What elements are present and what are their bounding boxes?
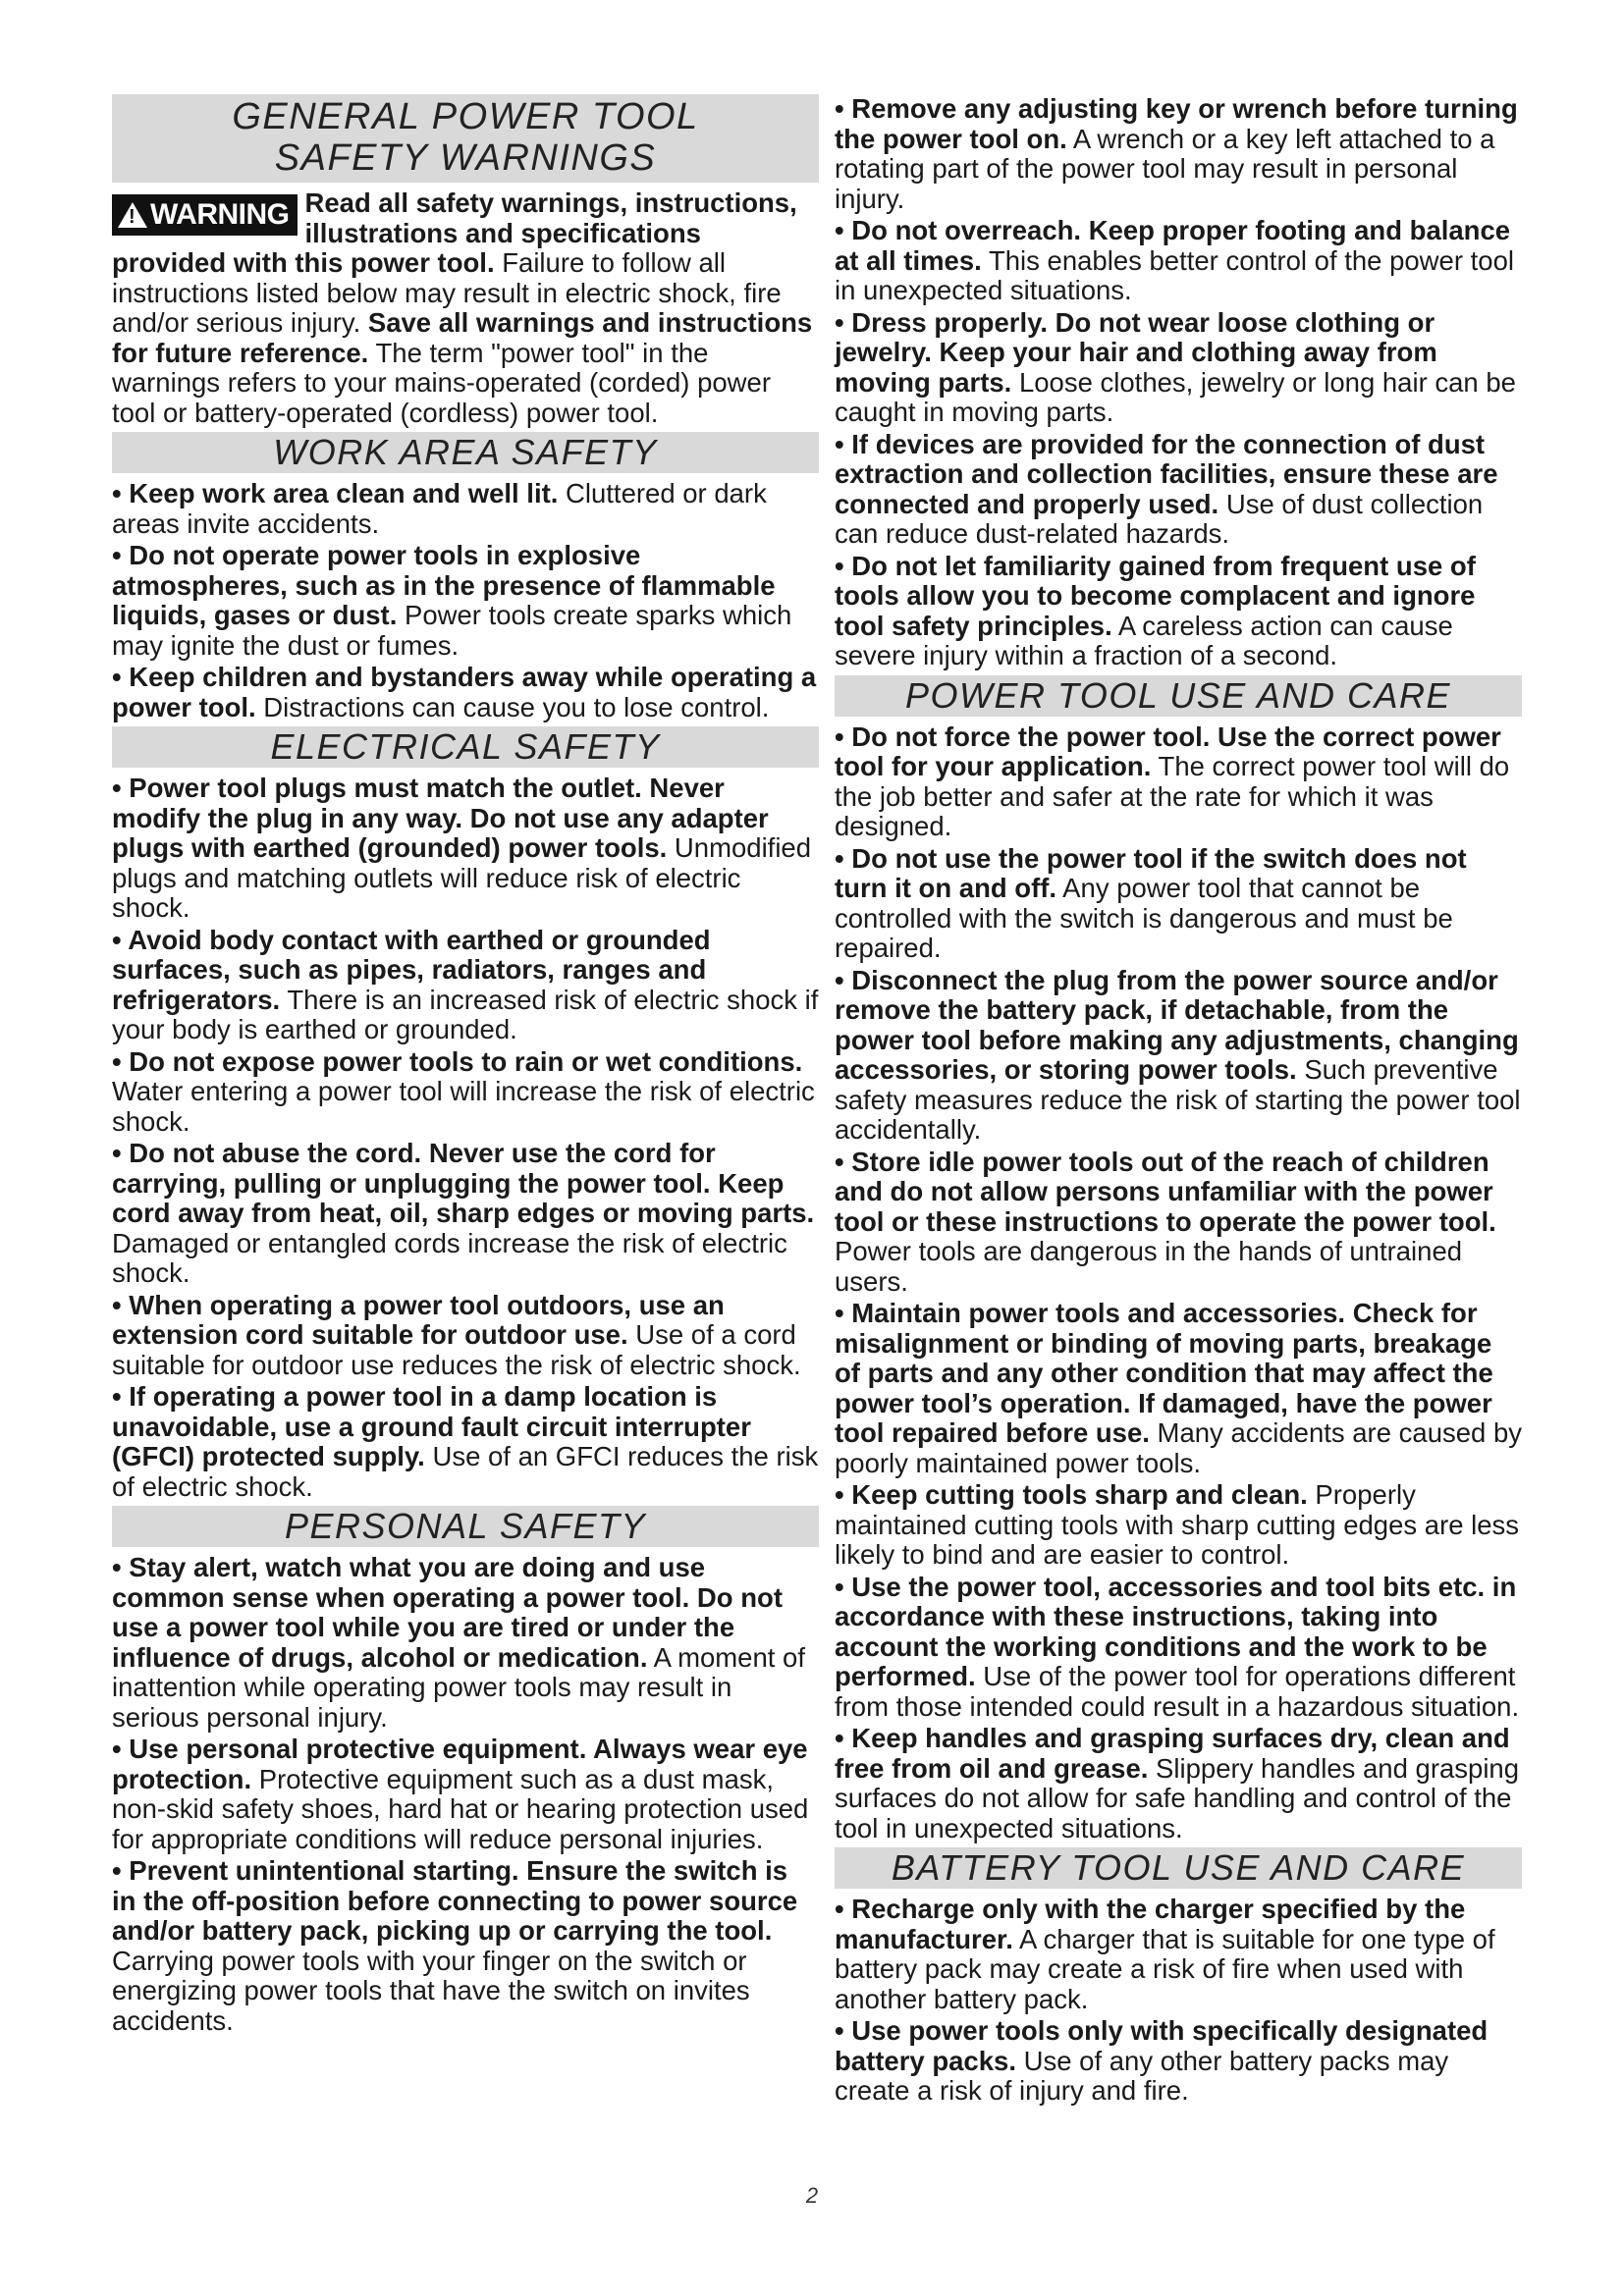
item-text: There is an increased risk of electric shock if your body is earthed or grounded. [112,984,819,1044]
item-text: The correct power tool will do the job better and safer at the rate for which it was designed. [835,751,1510,841]
list-item [835,2016,1522,2107]
list-item [112,1382,819,1502]
item-text: A wrench or a key left attached to a rotating part of the power tool may result in personal injury. [835,123,1495,214]
electrical-list [112,774,819,1502]
intro-bold: Read all safety warnings, instructions, illustrations and specifications provided with this power tool. [112,187,797,278]
item-text: Water entering a power tool will increase the risk of electric shock. [112,1076,815,1137]
item-bold: • Do not expose power tools to rain or wet conditions. [112,1045,803,1077]
item-bold: • Remove any adjusting key or wrench before turning the power tool on. [835,93,1518,154]
item-bold: • When operating a power tool outdoors, use an extension cord suitable for outdoor use. [112,1289,725,1350]
list-item [112,926,819,1045]
list-item [835,1573,1522,1723]
work-area-list [112,479,819,722]
item-text: Use of dust collection can reduce dust-related hazards. [835,488,1484,549]
general-heading-line1: GENERAL POWER TOOL [232,96,699,137]
item-bold: • Do not abuse the cord. Never use the cord for carrying, pulling or unplugging the power tool. Keep cord away from heat, oil, sharp edges or moving parts. [112,1138,815,1228]
list-item [835,1299,1522,1478]
battery-tool-use-care-heading: BATTERY TOOL USE AND CARE [835,1847,1522,1889]
list-item [112,1047,819,1138]
item-bold: • Keep cutting tools sharp and clean. [835,1479,1308,1510]
item-text: Use of the power tool for operations different from those intended could result in a hazardous situation. [835,1661,1520,1722]
item-bold: • Keep children and bystanders away while operating a power tool. [112,662,817,722]
warning-intro [112,188,819,428]
item-text: Many accidents are caused by poorly maintained power tools. [835,1417,1523,1478]
item-bold: • Prevent unintentional starting. Ensure the switch is in the off-position before connecting to power source and/or battery pack, picking up or carrying the tool. [112,1855,798,1946]
item-bold: • Disconnect the plug from the power source and/or remove the battery pack, if detachable, from the power tool before making any adjustments, changing accessories, or storing power tools. [835,964,1519,1085]
page-number: 2 [805,2183,819,2208]
list-item [835,216,1522,306]
item-bold: • Keep handles and grasping surfaces dry, clean and free from oil and grease. [835,1723,1510,1784]
electrical-safety-heading: ELECTRICAL SAFETY [112,726,819,768]
item-text: Power tools are dangerous in the hands of untrained users. [835,1236,1463,1297]
item-bold: • Do not force the power tool. Use the correct power tool for your application. [835,721,1501,781]
intro-text: Failure to follow all instructions listed below may result in electric shock, fire and/or serious injury. [112,247,782,338]
list-item [835,1895,1522,2014]
item-text: This enables better control of the power tool in unexpected situations. [835,244,1514,305]
item-text: Any power tool that cannot be controlled with the switch is dangerous and must be repaired. [835,873,1453,963]
list-item [112,479,819,539]
personal-cont-list [835,94,1522,671]
list-item [835,1148,1522,1298]
general-heading-line2: SAFETY WARNINGS [274,137,657,179]
item-bold: • Do not overreach. Keep proper footing and balance at all times. [835,215,1511,276]
list-item [835,552,1522,671]
item-bold: • Dress properly. Do not wear loose clothing or jewelry. Keep your hair and clothing away from moving parts. [835,306,1437,398]
list-item [835,722,1522,842]
item-text: Such preventive safety measures reduce the risk of starting the power tool accidentally. [835,1054,1521,1145]
item-bold: • Maintain power tools and accessories. Check for misalignment or binding of moving parts, breakage of parts and any other condition that may affect the power tool’s operation. If damaged, have the power tool repaired before use. [835,1298,1493,1448]
list-item [112,1856,819,2036]
item-text: Slippery handles and grasping surfaces do not allow for safe handling and control of the tool in unexpected situations. [835,1752,1520,1843]
item-bold: • Store idle power tools out of the reach of children and do not allow persons unfamiliar with the power tool or these instructions to operate the power tool. [835,1146,1496,1237]
list-item [112,774,819,924]
item-bold: • If operating a power tool in a damp location is unavoidable, use a ground fault circuit interrupter (GFCI) protected supply. [112,1381,751,1471]
item-text: A moment of inattention while operating power tools may result in serious personal injury. [112,1641,805,1733]
item-text: Loose clothes, jewelry or long hair can be caught in moving parts. [835,366,1516,427]
item-text: Unmodified plugs and matching outlets will reduce risk of electric shock. [112,832,812,923]
item-text: Use of an GFCI reduces the risk of electric shock. [112,1441,819,1502]
list-item [112,1553,819,1733]
list-item [835,844,1522,964]
intro-bold-save: Save all warnings and instructions for future reference. [112,307,813,368]
item-text: Distractions can cause you to lose control. [255,691,770,722]
work-area-heading: WORK AREA SAFETY [112,432,819,473]
item-bold: • Use the power tool, accessories and tool bits etc. in accordance with these instructions, taking into account the working conditions and the work to be performed. [835,1571,1517,1691]
list-item [112,541,819,661]
item-text: Use of a cord suitable for outdoor use reduces the risk of electric shock. [112,1319,801,1380]
item-text: Damaged or entangled cords increase the risk of electric shock. [112,1227,787,1288]
item-bold: • Do not let familiarity gained from frequent use of tools allow you to become complacent and ignore tool safety principles. [835,550,1476,641]
list-item [835,94,1522,214]
general-safety-heading [112,94,819,183]
list-item [835,1724,1522,1843]
item-bold: • Keep work area clean and well lit. [112,478,559,508]
warning-triangle-icon [118,202,147,228]
personal-list [112,1553,819,2036]
list-item [112,663,819,722]
power-tool-use-care-heading: POWER TOOL USE AND CARE [835,675,1522,717]
warning-badge-label: WARNING [150,198,290,231]
item-bold: • Recharge only with the charger specified by the manufacturer. [835,1894,1466,1954]
item-text: Cluttered or dark areas invite accidents. [112,478,767,539]
intro-text-term: The term "power tool" in the warnings refers to your mains-operated (corded) power tool or battery-operated (cordless) power tool. [112,337,771,428]
use-care-list [835,722,1522,1844]
battery-list [835,1895,1522,2107]
item-text: Use of any other battery packs may create a risk of injury and fire. [835,2045,1449,2106]
warning-badge [112,194,298,236]
item-text: Protective equipment such as a dust mask, non-skid safety shoes, hard hat or hearing protection used for appropriate conditions will reduce personal injuries. [112,1763,809,1854]
item-bold: • Stay alert, watch what you are doing and use common sense when operating a power tool. Do not use a power tool while you are tired or under the influence of drugs, alcohol or medication. [112,1552,783,1673]
item-bold: • Use personal protective equipment. Always wear eye protection. [112,1734,808,1794]
list-item [835,966,1522,1146]
list-item [835,430,1522,550]
left-column [112,94,819,2038]
item-text: A careless action can cause severe injury within a fraction of a second. [835,610,1453,670]
item-text: Carrying power tools with your finger on the switch or energizing power tools that have the switch on invites accidents. [112,1945,750,2036]
item-text: Properly maintained cutting tools with sharp cutting edges are less likely to bind and are easier to control. [835,1479,1520,1570]
item-bold: • If devices are provided for the connection of dust extraction and collection facilities, ensure these are connected and properly used. [835,428,1498,519]
personal-safety-heading: PERSONAL SAFETY [112,1506,819,1547]
list-item [835,308,1522,428]
list-item [112,1735,819,1854]
right-column [835,94,1522,2109]
item-bold: • Do not operate power tools in explosive atmospheres, such as in the presence of flammable liquids, gases or dust. [112,540,776,630]
item-bold: • Power tool plugs must match the outlet. Never modify the plug in any way. Do not use any adapter plugs with earthed (grounded) power tools. [112,773,769,863]
item-text: Power tools create sparks which may ignite the dust or fumes. [112,600,792,661]
item-bold: • Do not use the power tool if the switch does not turn it on and off. [835,842,1467,903]
item-bold: • Use power tools only with specifically designated battery packs. [835,2015,1489,2076]
item-text: A charger that is suitable for one type of battery pack may create a risk of fire when used with another battery pack. [835,1923,1495,2014]
list-item [835,1480,1522,1571]
list-item [112,1139,819,1289]
list-item [112,1291,819,1381]
item-bold: • Avoid body contact with earthed or grounded surfaces, such as pipes, radiators, ranges and refrigerators. [112,924,711,1015]
